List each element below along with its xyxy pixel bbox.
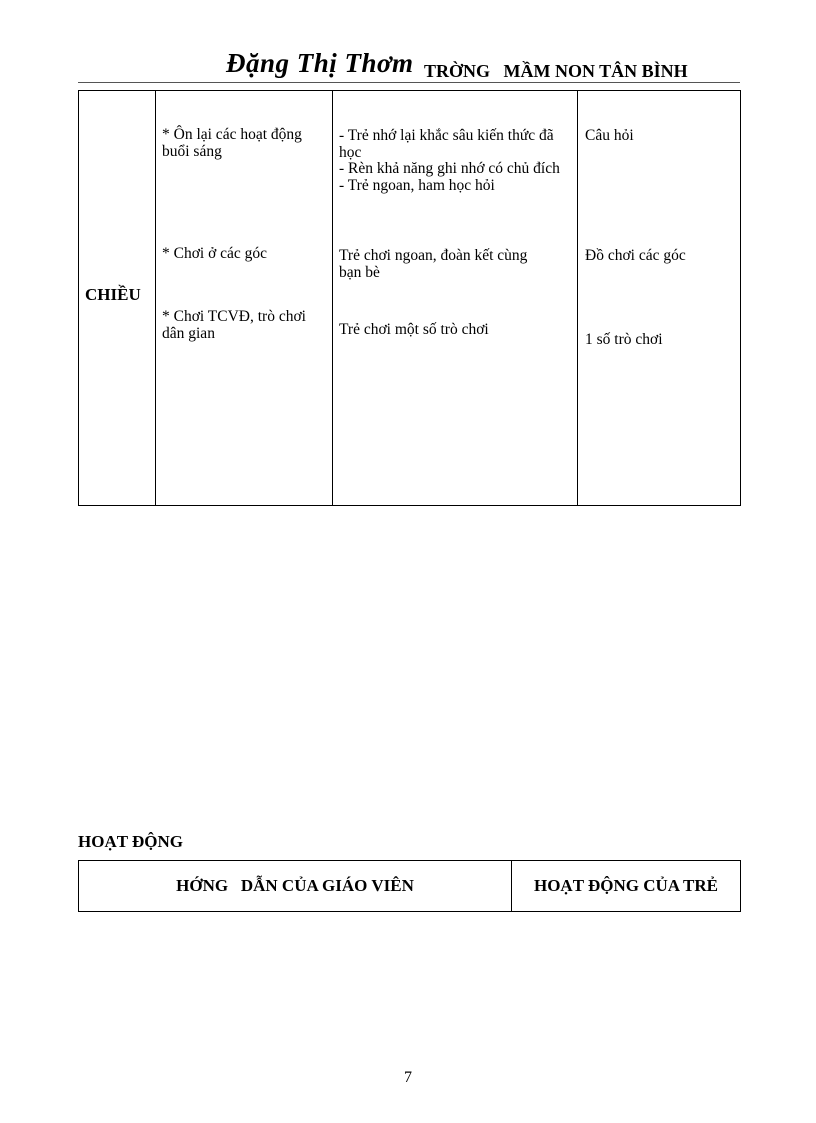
header-rule [78, 82, 740, 83]
school-name: TRỜNG MẦM NON TÂN BÌNH [424, 61, 688, 81]
page-header [78, 40, 740, 84]
table-header-row [79, 861, 741, 912]
activity-text: * Chơi ở các góc [162, 245, 268, 262]
materials-text: 1 số trò chơi [585, 331, 663, 348]
activity-guide-table [78, 860, 741, 912]
section-title: HOẠT ĐỘNG [78, 832, 184, 851]
goal-item: Trẻ chơi một số trò chơi [339, 321, 489, 338]
activity-text: * Ôn lại các hoạt động buổi sáng [162, 126, 302, 160]
page-number: 7 [404, 1069, 412, 1086]
goal-item: Trẻ chơi ngoan, đoàn kết cùng bạn bè [339, 247, 528, 281]
session-label: CHIỀU [85, 285, 141, 304]
goal-item: - Trẻ nhớ lại khắc sâu kiến thức đã học [339, 127, 554, 161]
activity-cell [156, 91, 333, 506]
materials-cell [578, 91, 741, 506]
materials-text: Câu hỏi [585, 127, 634, 144]
child-activity-header: HOẠT ĐỘNG CỦA TRẺ [512, 861, 741, 912]
goals-cell [333, 91, 578, 506]
author-name: Đặng Thị Thơm [226, 48, 414, 78]
table-row [79, 91, 741, 506]
goals-list [339, 248, 549, 281]
teacher-guide-header: HỚNG DẪN CỦA GIÁO VIÊN [79, 861, 512, 912]
goal-item: - Trẻ ngoan, ham học hỏi [339, 176, 495, 194]
session-cell [79, 91, 156, 506]
goals-list [339, 322, 564, 339]
activity-text: * Chơi TCVĐ, trò chơi dân gian [162, 308, 306, 342]
materials-text: Đồ chơi các góc [585, 247, 686, 264]
goal-item: - Rèn khả năng ghi nhớ có chủ đích [339, 160, 560, 177]
goals-list [339, 128, 564, 194]
afternoon-plan-table [78, 90, 741, 506]
